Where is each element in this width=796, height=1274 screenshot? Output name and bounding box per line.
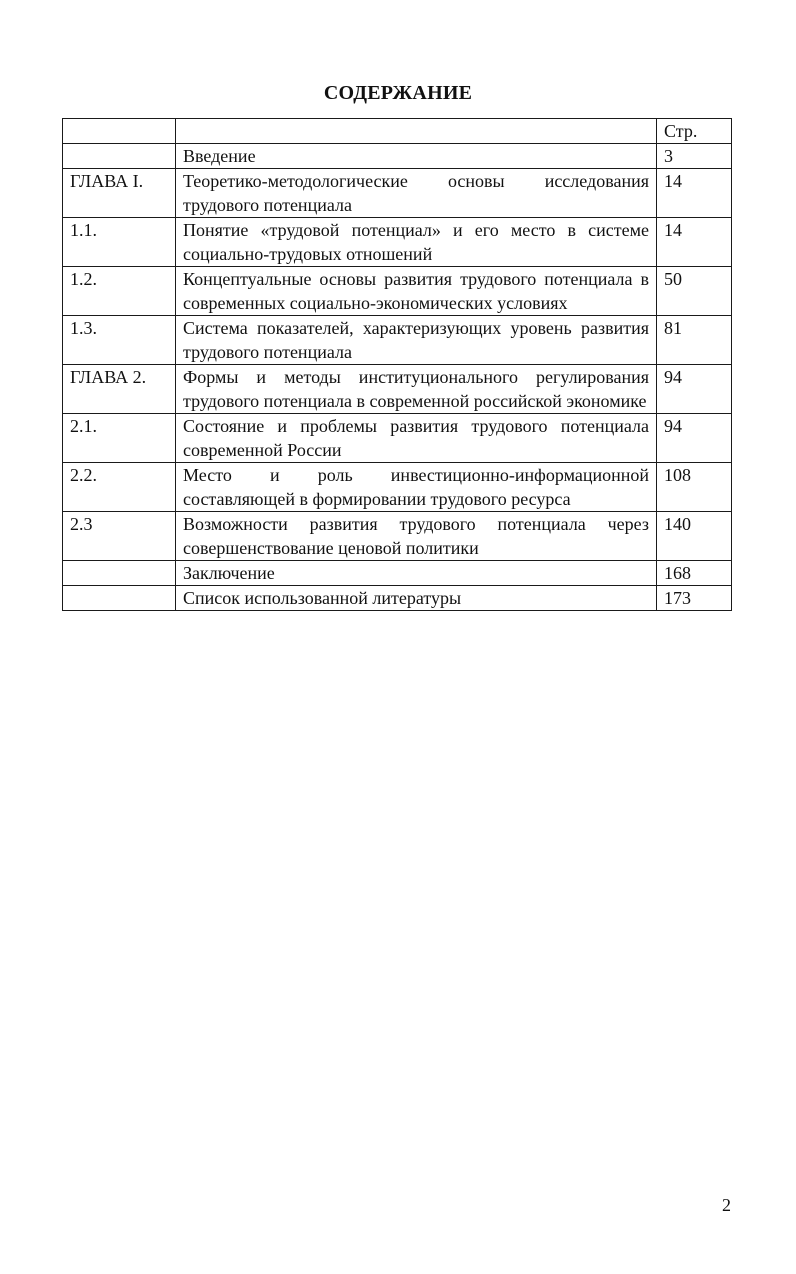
toc-row xyxy=(63,267,732,316)
section-title: Понятие «трудовой потенциал» и его место в системе социально-трудовых отношений xyxy=(176,218,657,267)
section-number: 1.2. xyxy=(63,267,176,316)
header-page-cell: Стр. xyxy=(657,119,732,144)
section-page: 94 xyxy=(657,414,732,463)
section-page: 168 xyxy=(657,561,732,586)
header-num-cell xyxy=(63,119,176,144)
section-number: 1.1. xyxy=(63,218,176,267)
section-page: 3 xyxy=(657,144,732,169)
section-page: 14 xyxy=(657,169,732,218)
section-number: 2.1. xyxy=(63,414,176,463)
section-page: 81 xyxy=(657,316,732,365)
section-title: Возможности развития трудового потенциала через совершенствование ценовой политики xyxy=(176,512,657,561)
section-page: 94 xyxy=(657,365,732,414)
toc-header-row xyxy=(63,119,732,144)
toc-row xyxy=(63,512,732,561)
section-page: 173 xyxy=(657,586,732,611)
section-number: 1.3. xyxy=(63,316,176,365)
toc-row xyxy=(63,586,732,611)
section-number: ГЛАВА I. xyxy=(63,169,176,218)
toc-row xyxy=(63,414,732,463)
section-title: Введение xyxy=(176,144,657,169)
section-page: 108 xyxy=(657,463,732,512)
section-page: 50 xyxy=(657,267,732,316)
section-title: Список использованной литературы xyxy=(176,586,657,611)
section-title: Формы и методы институционального регулирования трудового потенциала в современной российской экономике xyxy=(176,365,657,414)
toc-row xyxy=(63,365,732,414)
section-page: 14 xyxy=(657,218,732,267)
section-title: Заключение xyxy=(176,561,657,586)
section-title: Концептуальные основы развития трудового потенциала в современных социально-экономических условиях xyxy=(176,267,657,316)
section-number xyxy=(63,561,176,586)
section-title: Система показателей, характеризующих уровень развития трудового потенциала xyxy=(176,316,657,365)
page-number: 2 xyxy=(722,1195,731,1215)
section-number xyxy=(63,144,176,169)
toc-row xyxy=(63,561,732,586)
section-title: Место и роль инвестиционно-информационной составляющей в формировании трудового ресурса xyxy=(176,463,657,512)
toc-row xyxy=(63,463,732,512)
toc-row xyxy=(63,144,732,169)
toc-row xyxy=(63,316,732,365)
section-number xyxy=(63,586,176,611)
page-title: СОДЕРЖАНИЕ xyxy=(323,82,473,104)
toc-row xyxy=(63,218,732,267)
section-title: Состояние и проблемы развития трудового потенциала современной России xyxy=(176,414,657,463)
header-text-cell xyxy=(176,119,657,144)
section-number: 2.2. xyxy=(63,463,176,512)
section-number: 2.3 xyxy=(63,512,176,561)
toc-row xyxy=(63,169,732,218)
section-number: ГЛАВА 2. xyxy=(63,365,176,414)
section-page: 140 xyxy=(657,512,732,561)
table-of-contents xyxy=(62,118,732,611)
section-title: Теоретико-методологические основы исследования трудового потенциала xyxy=(176,169,657,218)
